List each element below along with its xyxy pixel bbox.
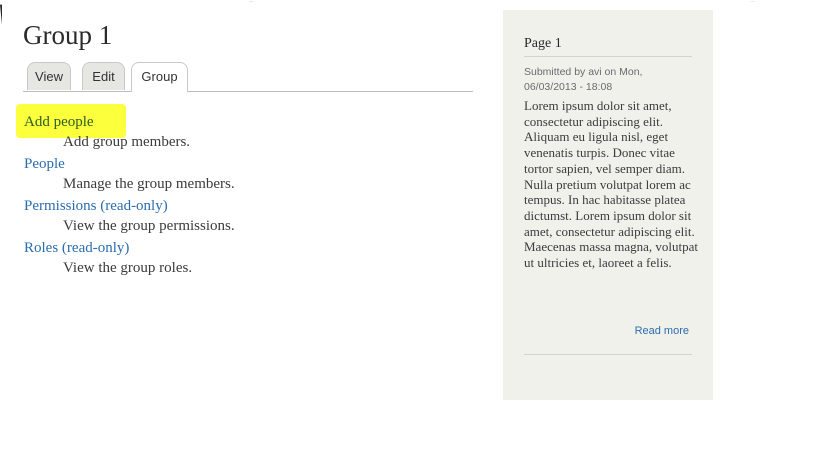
list-item — [23, 112, 473, 154]
submitted-info: Submitted by avi on Mon, 06/03/2013 - 18:08 — [524, 66, 643, 93]
divider — [524, 354, 692, 355]
permissions-description: View the group permissions. — [63, 218, 235, 234]
node-title[interactable]: Page 1 — [524, 36, 562, 51]
sidebar-node-teaser — [503, 10, 713, 400]
people-description: Manage the group members. — [63, 176, 235, 192]
page-title: Group 1 — [23, 20, 113, 50]
add-people-link[interactable]: Add people — [24, 114, 94, 130]
tab-bar — [23, 62, 473, 92]
tab-view[interactable]: View — [27, 62, 71, 90]
tab-edit[interactable]: Edit — [82, 62, 125, 90]
divider — [524, 56, 692, 57]
list-item — [23, 238, 473, 280]
people-link[interactable]: People — [24, 156, 65, 172]
read-more-link[interactable]: Read more — [634, 325, 689, 337]
add-people-description: Add group members. — [63, 134, 191, 150]
list-item — [23, 154, 473, 196]
roles-description: View the group roles. — [63, 260, 193, 276]
group-admin-list — [23, 112, 473, 280]
roles-link[interactable]: Roles (read-only) — [24, 240, 130, 256]
permissions-link[interactable]: Permissions (read-only) — [24, 198, 168, 214]
list-item — [23, 196, 473, 238]
node-body: Lorem ipsum dolor sit amet, consectetur adipiscing elit. Aliquam eu ligula nisl, eget venenatis turpis. Donec vitae tortor sapien, vel semper diam. Nulla pretium volutpat lorem ac tempus. In hac habitasse platea dictumst. Lorem ipsum dolor sit amet, consectetur adipiscing elit. Maecenas massa magna, volutpat ut ultricies et, laoreet a felis. — [524, 98, 698, 271]
tab-group[interactable]: Group — [131, 62, 188, 92]
